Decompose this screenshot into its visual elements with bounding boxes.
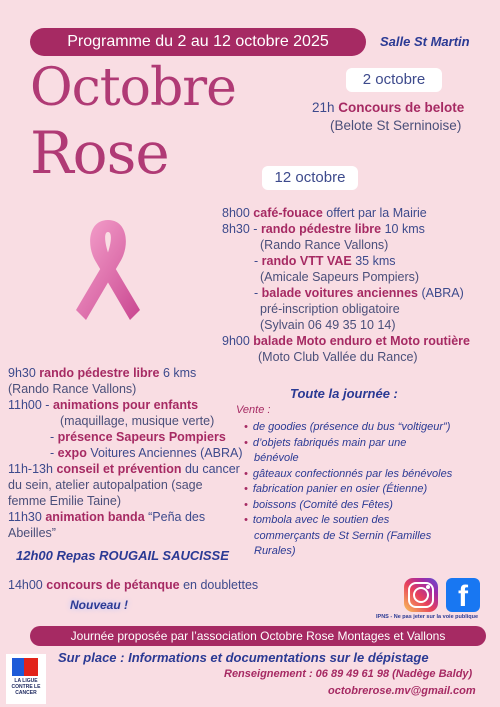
event: conseil et prévention: [56, 462, 182, 476]
dash: -: [50, 446, 55, 460]
detail: 6 kms: [159, 366, 197, 380]
list-item: • fabrication panier en osier (Étienne): [244, 483, 428, 495]
toute-la-journee-title: Toute la journée :: [290, 386, 398, 401]
event: rando VTT VAE: [261, 254, 352, 268]
facebook-icon[interactable]: f: [446, 578, 480, 612]
left-line-b3: [50, 430, 226, 446]
detail: offert par la Mairie: [322, 206, 427, 220]
belote-org: (Belote St Serninoise): [330, 118, 462, 133]
left-line-b: [8, 398, 198, 414]
venue-label: Salle St Martin: [380, 34, 470, 49]
vente-label: Vente :: [236, 404, 271, 416]
time: 8h00: [222, 206, 250, 220]
belote-line: [312, 100, 464, 116]
belote-time: 21h: [312, 100, 335, 115]
instagram-icon[interactable]: [404, 578, 438, 612]
left-line-d: [8, 510, 205, 526]
list-item: • de goodies (présence du bus “voltigeur”): [244, 421, 451, 433]
detail: Voitures Anciennes (ABRA): [86, 446, 243, 460]
left-line-e: [8, 578, 258, 594]
nouveau-label: Nouveau !: [70, 598, 129, 612]
oct12-line-10: (Moto Club Vallée du Rance): [258, 350, 418, 364]
list-item: commerçants de St Sernin (Familles: [254, 529, 432, 542]
detail: en doublettes: [179, 578, 259, 592]
event: animation banda: [45, 510, 145, 524]
date-2-octobre: 2 octobre: [346, 68, 442, 92]
time: 9h30: [8, 366, 36, 380]
time: 11h30: [8, 510, 42, 524]
event: expo: [57, 446, 87, 460]
association-banner: Journée proposée par l’association Octobre Rose Montages et Vallons: [30, 626, 486, 646]
time: 11h-13h: [8, 462, 53, 476]
oct12-line-7: pré-inscription obligatoire: [260, 302, 400, 316]
event: animations pour enfants: [52, 398, 199, 412]
detail: “Peña des: [144, 510, 206, 524]
list-item: bénévole: [254, 452, 299, 464]
belote-event: Concours de belote: [338, 100, 465, 115]
list-item: • boissons (Comité des Fêtes): [244, 498, 393, 511]
left-line-b4: [50, 446, 242, 462]
detail: (ABRA): [417, 286, 464, 300]
oct12-line-2: [222, 222, 425, 238]
left-line-a: [8, 366, 196, 382]
event: concours de pétanque: [46, 578, 180, 592]
list-item: • gâteaux confectionnés par les bénévoles: [244, 467, 453, 480]
dash: -: [50, 430, 55, 444]
event: café-fouace: [253, 206, 323, 220]
time: 14h00: [8, 578, 43, 592]
left-line-c3: femme Emilie Taine): [8, 494, 122, 508]
list-item: Rurales): [254, 545, 296, 557]
title-octobre: Octobre: [30, 58, 236, 118]
oct12-line-5: (Amicale Sapeurs Pompiers): [260, 270, 420, 284]
event: rando pédestre libre: [260, 222, 382, 236]
left-line-b2: (maquillage, musique verte): [60, 414, 215, 428]
oct12-line-3: (Rando Rance Vallons): [260, 238, 389, 252]
pink-ribbon-icon: [68, 210, 148, 330]
renseignement-line: Renseignement : 06 89 49 61 98 (Nadège Baldy): [224, 668, 473, 680]
oct12-line-9: [222, 334, 470, 350]
oct12-line-4: [254, 254, 395, 270]
left-line-d2: Abeilles”: [8, 526, 56, 540]
ligue-contre-le-cancer-logo: [6, 654, 46, 704]
rougail-line: 12h00 Repas ROUGAIL SAUCISSE: [16, 548, 229, 563]
time: 9h00: [222, 334, 250, 348]
email-link[interactable]: octobrerose.mv@gmail.com: [328, 685, 476, 697]
date-12-octobre: 12 octobre: [262, 166, 358, 190]
detail: 10 kms: [381, 222, 425, 236]
event: présence Sapeurs Pompiers: [57, 430, 226, 444]
sur-place-line: Sur place : Informations et documentations sur le dépistage: [58, 650, 429, 665]
oct12-line-1: [222, 206, 427, 222]
list-item: • d’objets fabriqués main par une: [244, 436, 407, 449]
left-line-c: [8, 462, 240, 478]
list-item: • tombola avec le soutien des: [244, 514, 390, 526]
dash: -: [254, 254, 259, 268]
time: 8h30 -: [222, 222, 258, 236]
oct12-line-6: [254, 286, 464, 302]
detail: 35 kms: [351, 254, 396, 268]
time: 11h00 -: [8, 398, 50, 412]
detail: du cancer: [181, 462, 240, 476]
left-line-c2: du sein, atelier autopalpation (sage: [8, 478, 203, 492]
oct12-line-8: (Sylvain 06 49 35 10 14): [260, 318, 396, 332]
title-rose: Rose: [30, 119, 169, 187]
vente-list: [244, 420, 452, 560]
event: rando pédestre libre: [39, 366, 160, 380]
logo-text: LA LIGUE CONTRE LE CANCER: [11, 678, 41, 696]
event: balade Moto enduro et Moto routière: [253, 334, 470, 348]
dash: -: [254, 286, 259, 300]
event: balade voitures anciennes: [261, 286, 418, 300]
programme-banner: Programme du 2 au 12 octobre 2025: [30, 28, 366, 56]
left-line-a2: (Rando Rance Vallons): [8, 382, 137, 396]
ipns-notice: IPNS - Ne pas jeter sur la voie publique: [376, 614, 479, 620]
